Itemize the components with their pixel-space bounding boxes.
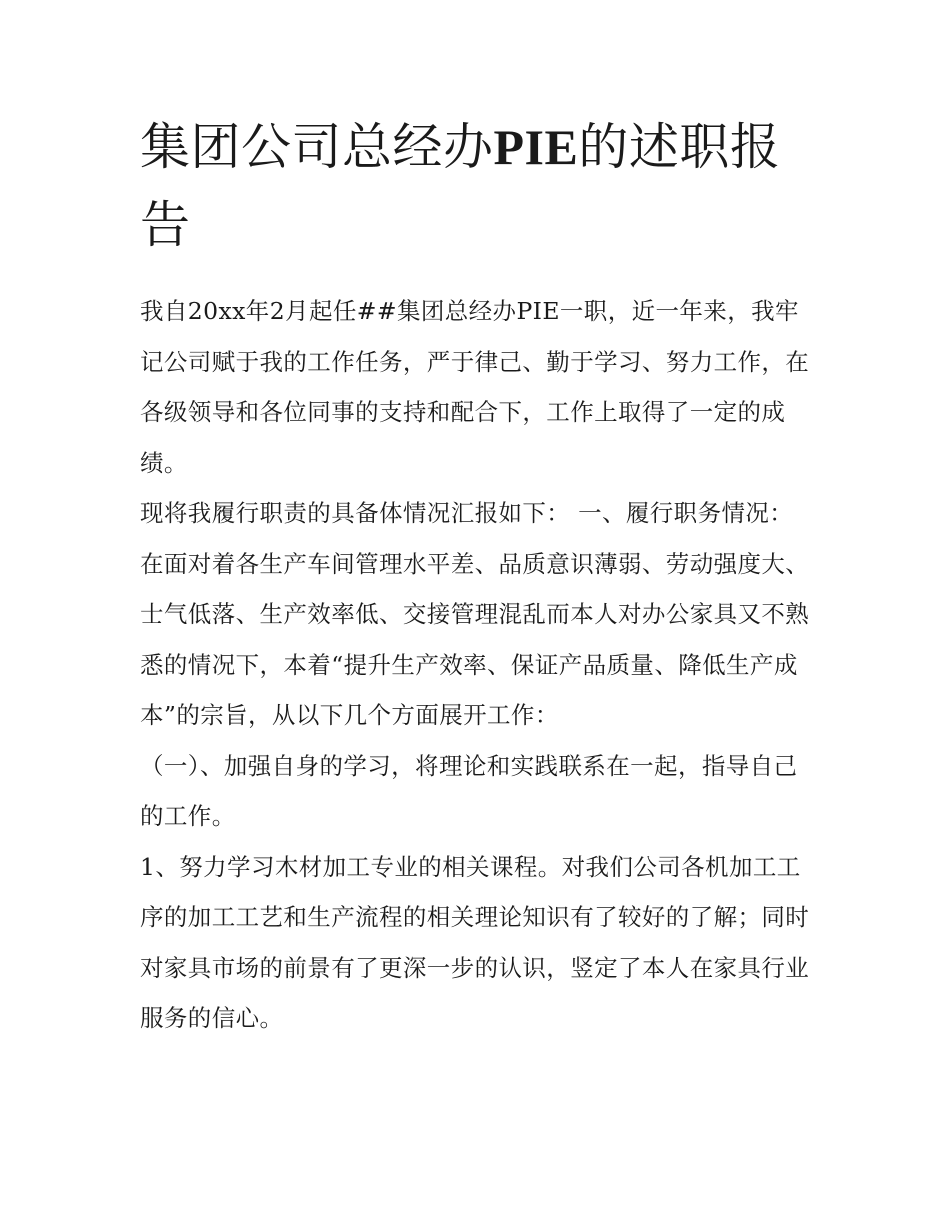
paragraph-report-intro: 现将我履行职责的具备体情况汇报如下： 一、履行职务情况： xyxy=(140,499,794,527)
document-content xyxy=(140,108,820,1044)
paragraph-item-1: 1、努力学习木材加工专业的相关课程。对我们公司各机加工工序的加工工艺和生产流程的相关理论知识有了较好的了解；同时对家具市场的前景有了更深一步的认识，竖定了本人在家具行业服务的信心。 xyxy=(140,852,810,1032)
paragraph-situation: 在面对着各生产车间管理水平差、品质意识薄弱、劳动强度大、士气低落、生产效率低、交接管理混乱而本人对办公家具又不熟悉的情况下，本着“提升生产效率、保证产品质量、降低生产成本”的宗旨，从以下几个方面展开工作： xyxy=(140,549,810,729)
paragraph-section-1: （一）、加强自身的学习，将理论和实践联系在一起，指导自己的工作。 xyxy=(140,751,798,830)
document-body xyxy=(140,286,820,1044)
title-part-1: 集团公司总经办 xyxy=(140,118,494,176)
title-part-3: 的述职报告 xyxy=(140,118,781,254)
paragraph-intro: 我自20xx年2月起任##集团总经办PIE一职，近一年来，我牢记公司赋于我的工作任务，严于律己、勤于学习、努力工作，在各级领导和各位同事的支持和配合下，工作上取得了一定的成绩。 xyxy=(140,297,810,477)
title-part-2: PIE xyxy=(493,119,579,175)
document-title xyxy=(140,108,820,264)
